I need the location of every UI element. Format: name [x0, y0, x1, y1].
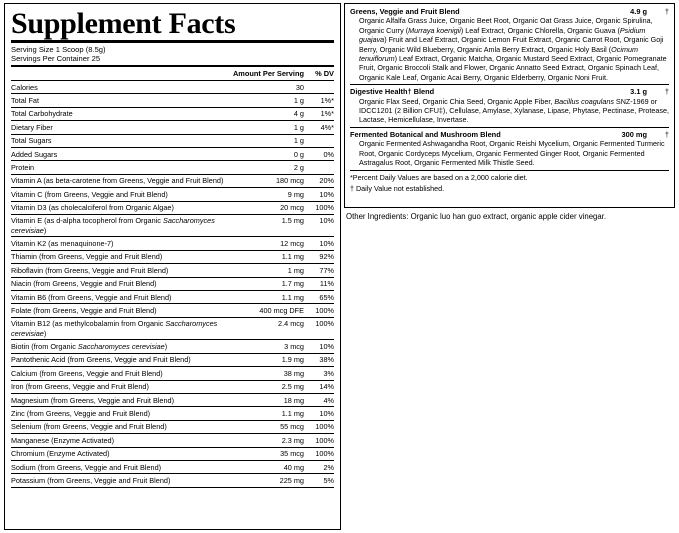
nutrient-amount: 30	[233, 80, 304, 93]
nutrient-daily-value: 4%	[304, 393, 334, 406]
blend-amount: 3.1 g	[630, 87, 647, 97]
header-amount: Amount Per Serving	[233, 68, 304, 81]
nutrient-daily-value: 1%*	[304, 94, 334, 107]
table-row	[11, 250, 334, 263]
nutrient-daily-value: 38%	[304, 353, 334, 366]
table-row	[11, 367, 334, 380]
serving-size: Serving Size 1 Scoop (8.5g)	[11, 45, 106, 54]
blends-panel	[344, 3, 675, 208]
table-row	[11, 174, 334, 187]
table-row	[11, 434, 334, 447]
nutrient-daily-value: 10%	[304, 237, 334, 250]
table-row	[11, 393, 334, 406]
nutrient-name: Iron (from Greens, Veggie and Fruit Blend)	[11, 380, 233, 393]
table-row	[11, 147, 334, 160]
blend-daily-value: †	[664, 7, 669, 16]
nutrient-amount: 1.9 mg	[233, 353, 304, 366]
nutrient-name: Sodium (from Greens, Veggie and Fruit Blend)	[11, 460, 233, 473]
nutrient-name: Manganese (Enzyme Activated)	[11, 434, 233, 447]
nutrient-daily-value: 10%	[304, 340, 334, 353]
nutrient-name: Chromium (Enzyme Activated)	[11, 447, 233, 460]
nutrient-daily-value: 65%	[304, 291, 334, 304]
blend-header	[350, 7, 669, 16]
nutrient-amount: 1 g	[233, 94, 304, 107]
blend-section	[350, 7, 669, 82]
nutrient-daily-value: 10%	[304, 407, 334, 420]
table-row	[11, 237, 334, 250]
nutrient-amount: 3 mcg	[233, 340, 304, 353]
table-row	[11, 317, 334, 340]
nutrient-daily-value: 4%*	[304, 121, 334, 134]
nutrient-amount: 1 mg	[233, 264, 304, 277]
nutrient-name: Vitamin D3 (as cholecalciferol from Organic Algae)	[11, 201, 233, 214]
table-row	[11, 214, 334, 237]
nutrient-name: Potassium (from Greens, Veggie and Fruit Blend)	[11, 474, 233, 487]
blend-header	[350, 130, 669, 139]
nutrient-amount: 180 mcg	[233, 174, 304, 187]
nutrient-name: Magnesium (from Greens, Veggie and Fruit Blend)	[11, 393, 233, 406]
nutrient-daily-value: 10%	[304, 188, 334, 201]
nutrient-name: Protein	[11, 161, 233, 174]
nutrient-daily-value	[304, 134, 334, 147]
nutrient-name: Vitamin A (as beta-carotene from Greens, Veggie and Fruit Blend)	[11, 174, 233, 187]
footnote-dv-not-established: † Daily Value not established.	[350, 183, 445, 193]
table-row	[11, 380, 334, 393]
blend-amount: 4.9 g	[630, 7, 647, 16]
nutrient-name: Thiamin (from Greens, Veggie and Fruit Blend)	[11, 250, 233, 263]
table-row	[11, 80, 334, 93]
blend-daily-value: †	[664, 129, 669, 139]
nutrient-amount: 1 g	[233, 134, 304, 147]
nutrient-name: Added Sugars	[11, 147, 233, 160]
table-row	[11, 134, 334, 147]
nutrient-daily-value	[304, 80, 334, 93]
nutrient-name: Riboflavin (from Greens, Veggie and Fruit Blend)	[11, 264, 233, 277]
blend-divider	[350, 127, 669, 128]
nutrient-amount: 0 g	[233, 147, 304, 160]
nutrient-name: Pantothenic Acid (from Greens, Veggie and Fruit Blend)	[11, 353, 233, 366]
footnote-daily-values: *Percent Daily Values are based on a 2,000 calorie diet.	[350, 172, 528, 182]
nutrient-daily-value: 1%*	[304, 107, 334, 120]
nutrient-amount: 1.1 mg	[233, 291, 304, 304]
nutrient-amount: 40 mg	[233, 460, 304, 473]
nutrient-amount: 12 mcg	[233, 237, 304, 250]
nutrient-amount: 2.5 mg	[233, 380, 304, 393]
nutrient-name: Niacin (from Greens, Veggie and Fruit Blend)	[11, 277, 233, 290]
table-row	[11, 121, 334, 134]
blend-list	[350, 7, 669, 168]
blend-name: Digestive Health† Blend	[350, 87, 435, 97]
header-blank	[11, 68, 233, 81]
table-row	[11, 161, 334, 174]
nutrient-daily-value: 10%	[304, 214, 334, 237]
nutrient-daily-value: 100%	[304, 420, 334, 433]
nutrient-amount: 4 g	[233, 107, 304, 120]
table-row	[11, 201, 334, 214]
blend-header	[350, 87, 669, 96]
nutrient-amount: 2 g	[233, 161, 304, 174]
footnote-divider	[350, 170, 669, 171]
nutrient-daily-value	[304, 161, 334, 174]
header-dv: % DV	[304, 68, 334, 81]
table-row	[11, 107, 334, 120]
nutrient-amount: 35 mcg	[233, 447, 304, 460]
nutrient-daily-value: 3%	[304, 367, 334, 380]
table-row	[11, 277, 334, 290]
nutrient-amount: 1 g	[233, 121, 304, 134]
table-row	[11, 264, 334, 277]
nutrient-daily-value: 77%	[304, 264, 334, 277]
table-row	[11, 474, 334, 487]
nutrient-daily-value: 0%	[304, 147, 334, 160]
nutrient-amount: 1.5 mg	[233, 214, 304, 237]
nutrient-amount: 400 mcg DFE	[233, 304, 304, 317]
table-row	[11, 420, 334, 433]
nutrient-amount: 38 mg	[233, 367, 304, 380]
nutrient-name: Calcium (from Greens, Veggie and Fruit Blend)	[11, 367, 233, 380]
nutrient-amount: 9 mg	[233, 188, 304, 201]
nutrition-table	[11, 68, 334, 488]
blend-daily-value: †	[664, 87, 669, 97]
serving-divider	[11, 65, 334, 67]
nutrient-amount: 55 mcg	[233, 420, 304, 433]
nutrition-panel	[4, 3, 341, 530]
title-divider	[11, 40, 334, 43]
nutrient-name: Biotin (from Organic Saccharomyces cerevisiae)	[11, 340, 233, 353]
nutrient-name: Vitamin E (as d-alpha tocopherol from Organic Saccharomyces cerevisiae)	[11, 214, 233, 237]
nutrient-daily-value: 100%	[304, 201, 334, 214]
nutrient-amount: 225 mg	[233, 474, 304, 487]
blend-name: Greens, Veggie and Fruit Blend	[350, 7, 460, 16]
blend-divider	[350, 84, 669, 85]
nutrient-daily-value: 100%	[304, 434, 334, 447]
blend-ingredients: Organic Flax Seed, Organic Chia Seed, Organic Apple Fiber, Bacillus coagulans SNZ-1969 or IDCC1201 (2 Billion CFU‡), Cellulase, Amylase, Xylanase, Lipase, Phytase, Pectinase, Protease, Lactase, Hemicellulase, Invertase.	[359, 96, 670, 125]
servings-per-container: Servings Per Container 25	[11, 54, 101, 64]
nutrient-amount: 2.4 mcg	[233, 317, 304, 340]
nutrient-amount: 1.7 mg	[233, 277, 304, 290]
blend-ingredients: Organic Fermented Ashwagandha Root, Organic Reishi Mycelium, Organic Fermented Turmeric Root, Organic Cordyceps Mycelium, Organic Fermented Ginger Root, Organic Fermented Astragalus Root, Organic Fermented Milk Thistle Seed.	[359, 139, 665, 168]
table-row	[11, 291, 334, 304]
table-row	[11, 353, 334, 366]
table-row	[11, 447, 334, 460]
blend-section	[350, 87, 669, 125]
nutrient-name: Vitamin C (from Greens, Veggie and Fruit Blend)	[11, 188, 233, 201]
nutrient-name: Total Fat	[11, 94, 233, 107]
blend-ingredients: Organic Alfalfa Grass Juice, Organic Beet Root, Organic Oat Grass Juice, Organic Spirulina, Organic Curry (Murraya koenigii) Leaf Extract, Organic Chlorella, Organic Guava (Psidium guajava) Fruit and Leaf Extract, Organic Lemon Fruit Extract, Organic Carrot Root, Organic Goji Berry, Organic Wild Blueberry, Organic Amla Berry Extract, Organic Holy Basil (Ocimum tenuiflorum) Leaf Extract, Organic Matcha, Organic Mustard Seed Extract, Organic Pomegranate Fruit, Organic Broccoli Stalk and Flower, Organic Annatto Seed Extract, Organic Spinach Leaf, Organic Kale Leaf, Organic Acai Berry, Organic Elderberry, Organic Noni Fruit.	[359, 16, 667, 82]
nutrient-daily-value: 14%	[304, 380, 334, 393]
nutrient-name: Vitamin B12 (as methylcobalamin from Organic Saccharomyces cerevisiae)	[11, 317, 233, 340]
page-title: Supplement Facts	[11, 7, 236, 40]
table-row	[11, 94, 334, 107]
nutrient-daily-value: 100%	[304, 304, 334, 317]
nutrient-name: Zinc (from Greens, Veggie and Fruit Blend)	[11, 407, 233, 420]
table-row	[11, 460, 334, 473]
blend-name: Fermented Botanical and Mushroom Blend	[350, 129, 501, 139]
nutrient-daily-value: 2%	[304, 460, 334, 473]
nutrient-amount: 1.1 mg	[233, 407, 304, 420]
blend-section	[350, 130, 669, 168]
nutrient-amount: 1.1 mg	[233, 250, 304, 263]
table-row	[11, 340, 334, 353]
nutrient-name: Selenium (from Greens, Veggie and Fruit Blend)	[11, 420, 233, 433]
blend-amount: 300 mg	[621, 129, 647, 139]
nutrient-amount: 2.3 mg	[233, 434, 304, 447]
nutrient-name: Dietary Fiber	[11, 121, 233, 134]
table-header-row	[11, 68, 334, 81]
table-row	[11, 304, 334, 317]
nutrient-name: Total Carbohydrate	[11, 107, 233, 120]
nutrient-name: Vitamin B6 (from Greens, Veggie and Fruit Blend)	[11, 291, 233, 304]
nutrient-daily-value: 100%	[304, 317, 334, 340]
nutrient-name: Folate (from Greens, Veggie and Fruit Blend)	[11, 304, 233, 317]
table-row	[11, 188, 334, 201]
nutrient-amount: 18 mg	[233, 393, 304, 406]
nutrient-daily-value: 5%	[304, 474, 334, 487]
nutrient-daily-value: 92%	[304, 250, 334, 263]
nutrient-name: Calories	[11, 80, 233, 93]
nutrient-daily-value: 20%	[304, 174, 334, 187]
nutrient-name: Vitamin K2 (as menaquinone-7)	[11, 237, 233, 250]
nutrient-daily-value: 100%	[304, 447, 334, 460]
table-row	[11, 407, 334, 420]
nutrient-daily-value: 11%	[304, 277, 334, 290]
nutrient-name: Total Sugars	[11, 134, 233, 147]
nutrient-amount: 20 mcg	[233, 201, 304, 214]
other-ingredients: Other Ingredients: Organic luo han guo extract, organic apple cider vinegar.	[346, 212, 607, 221]
